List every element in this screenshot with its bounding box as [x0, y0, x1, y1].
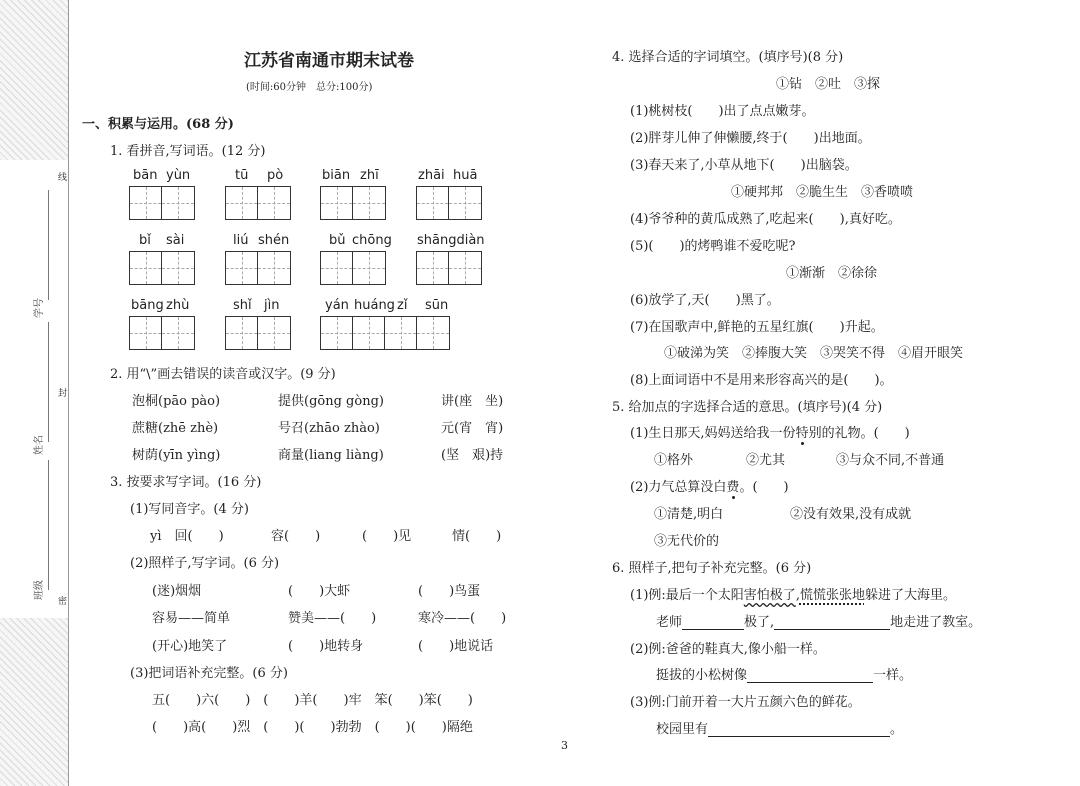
q2-item[interactable]: 元(宵 宵): [441, 421, 504, 436]
q3-fill[interactable]: 寒冷——( ): [418, 611, 507, 626]
q3-fill[interactable]: ( )鸟蛋: [418, 584, 481, 599]
q6-example-1: [630, 584, 956, 603]
q3-fill[interactable]: (迷)烟烟: [152, 584, 202, 599]
q3-fill[interactable]: 容易——简单: [152, 611, 231, 626]
writing-grid[interactable]: [416, 186, 482, 220]
q2-item[interactable]: 讲(座 坐): [441, 394, 504, 409]
q2-item[interactable]: (坚 艰)持: [441, 448, 504, 463]
q4-options: ①钻 ②吐 ③探: [776, 77, 881, 92]
q5-line-1[interactable]: [630, 422, 910, 441]
writing-grid[interactable]: [416, 251, 482, 285]
pinyin: chōng: [352, 233, 392, 248]
margin-banji: 班级: [34, 580, 45, 600]
q5-text: (2)力气总算没白: [630, 480, 727, 495]
q6-text: 。: [890, 722, 904, 737]
q2-item[interactable]: 蔗糖(zhē zhè): [132, 421, 219, 436]
page-number: 3: [561, 739, 568, 752]
pinyin: shén: [258, 233, 290, 248]
margin-xuehao: 学号: [34, 298, 45, 318]
q3-fill[interactable]: 赞美——( ): [288, 611, 377, 626]
pinyin: huā: [453, 168, 478, 183]
writing-grid[interactable]: [225, 251, 291, 285]
pinyin: zhī: [360, 168, 379, 183]
pinyin: liú: [233, 233, 249, 248]
q6-text: 一样。: [873, 668, 913, 683]
q4-options: ①破涕为笑 ②捧腹大笑 ③哭笑不得 ④眉开眼笑: [664, 346, 964, 361]
q4-line[interactable]: (8)上面词语中不是用来形容高兴的是( )。: [630, 373, 893, 388]
q2-item[interactable]: 提供(gōng gòng): [278, 394, 384, 409]
writing-grid[interactable]: [129, 316, 195, 350]
pinyin: bān: [133, 168, 158, 183]
q2-item[interactable]: 树荫(yīn yìng): [132, 448, 221, 463]
q2-item[interactable]: 商量(liang liàng): [278, 448, 384, 463]
q4-line[interactable]: (5)( )的烤鸭谁不爱吃呢?: [630, 239, 796, 254]
q3-fill[interactable]: ( )见: [362, 529, 412, 544]
pinyin: bǔ: [329, 233, 346, 248]
q2-item[interactable]: 号召(zhāo zhào): [278, 421, 380, 436]
binding-margin: [0, 0, 69, 786]
q5-text: 。( ): [739, 480, 789, 495]
margin-xingming: 姓名: [34, 435, 45, 455]
dotted-char: 特: [795, 426, 809, 441]
dotted-char: 费: [726, 480, 740, 495]
q6-example-2: (2)例:爸爸的鞋真大,像小船一样。: [630, 642, 826, 657]
q4-line[interactable]: (7)在国歌声中,鲜艳的五星红旗( )升起。: [630, 320, 884, 335]
q2-item[interactable]: 泡桐(pāo pào): [132, 394, 221, 409]
q6-text: (1)例:最后一个太阳: [630, 588, 744, 603]
q3-label: 3. 按要求写字词。(16 分): [110, 475, 262, 490]
writing-grid[interactable]: [320, 251, 386, 285]
pinyin: shāngdiàn: [417, 233, 485, 248]
q5-label: 5. 给加点的字选择合适的意思。(填序号)(4 分): [612, 400, 883, 415]
q2-label: 2. 用“\”画去错误的读音或汉字。(9 分): [110, 367, 336, 382]
pinyin: bāng: [131, 298, 164, 313]
q5-option: ②没有效果,没有成就: [790, 507, 912, 522]
q5-option: ②尤其: [746, 453, 786, 468]
q6-text: 老师: [656, 615, 683, 630]
q3-fill[interactable]: ( )大虾: [288, 584, 351, 599]
q3-fill[interactable]: yì 回( ): [150, 529, 224, 544]
q3-part3-label: (3)把词语补充完整。(6 分): [130, 666, 288, 681]
dotted-text: 慌慌张张地: [799, 588, 865, 603]
q6-label: 6. 照样子,把句子补充完整。(6 分): [612, 561, 812, 576]
pinyin: tū: [235, 168, 249, 183]
pinyin: jìn: [264, 298, 280, 313]
pinyin: yán: [325, 298, 349, 313]
q4-options: ①硬邦邦 ②脆生生 ③香喷喷: [731, 185, 914, 200]
writing-grid[interactable]: [320, 186, 386, 220]
pinyin: zhù: [166, 298, 190, 313]
q5-option: ③无代价的: [654, 534, 720, 549]
pinyin: pò: [267, 168, 284, 183]
q5-option: ①清楚,明白: [654, 507, 724, 522]
q6-fill-2: [656, 664, 912, 683]
q5-text: (1)生日那天,妈妈送给我一份: [630, 426, 796, 441]
q1-label: 1. 看拼音,写词语。(12 分): [110, 144, 266, 159]
writing-grid[interactable]: [225, 186, 291, 220]
q3-fill[interactable]: 情( ): [452, 529, 502, 544]
pinyin: zǐ: [397, 298, 408, 313]
wavy-text: 害怕极了: [743, 588, 796, 603]
pinyin: bǐ: [139, 233, 151, 248]
margin-line: [48, 190, 49, 300]
margin-mi: 密: [58, 597, 68, 607]
q3-part1-label: (1)写同音字。(4 分): [130, 502, 249, 517]
q4-line[interactable]: (4)爷爷种的黄瓜成熟了,吃起来( ),真好吃。: [630, 212, 901, 227]
q5-line-2[interactable]: [630, 476, 789, 495]
answer-blank[interactable]: [682, 615, 744, 630]
section1-heading: 一、积累与运用。(68 分): [82, 117, 234, 132]
pinyin: shǐ: [233, 298, 252, 313]
q3-fill[interactable]: (开心)地笑了: [152, 639, 228, 654]
hatch-bottom: [0, 618, 68, 786]
page-title: 江苏省南通市期末试卷: [244, 51, 414, 71]
writing-grid[interactable]: [320, 316, 450, 350]
q4-options: ①渐渐 ②徐徐: [786, 266, 878, 281]
answer-blank[interactable]: [774, 615, 890, 630]
pinyin: zhāi: [418, 168, 445, 183]
q4-line[interactable]: (1)桃树枝( )出了点点嫩芽。: [630, 104, 815, 119]
q4-line[interactable]: (2)胖芽儿伸了伸懒腰,终于( )出地面。: [630, 131, 871, 146]
pinyin: sài: [166, 233, 185, 248]
q3-fill[interactable]: ( )地说话: [418, 639, 494, 654]
q6-text: 极了,: [744, 615, 775, 630]
hatch-top: [0, 0, 68, 160]
margin-xian: 线: [58, 173, 68, 183]
q6-text: 地走进了教室。: [890, 615, 982, 630]
q3-part2-label: (2)照样子,写字词。(6 分): [130, 556, 280, 571]
q4-label: 4. 选择合适的字词填空。(填序号)(8 分): [612, 50, 844, 65]
q6-fill-1: [656, 611, 981, 630]
margin-line: [48, 460, 49, 590]
q6-text: 挺拔的小松树像: [656, 668, 748, 683]
q5-text: 别的礼物。( ): [808, 426, 910, 441]
q3-fill-row[interactable]: ( )高( )烈 ( )( )勃勃 ( )( )隔绝: [152, 720, 473, 735]
pinyin: sūn: [425, 298, 449, 313]
q3-fill[interactable]: 容( ): [271, 529, 321, 544]
answer-blank[interactable]: [708, 722, 890, 737]
writing-grid[interactable]: [225, 316, 291, 350]
margin-feng: 封: [58, 389, 68, 399]
pinyin: yùn: [166, 168, 191, 183]
pinyin: huáng: [354, 298, 395, 313]
margin-line: [48, 322, 49, 442]
writing-grid[interactable]: [129, 251, 195, 285]
q6-text: ,: [795, 588, 800, 603]
q3-fill[interactable]: ( )地转身: [288, 639, 364, 654]
page-subtitle: (时间:60分钟 总分:100分): [246, 82, 373, 93]
writing-grid[interactable]: [129, 186, 195, 220]
q6-text: 躲进了大海里。: [864, 588, 956, 603]
answer-blank[interactable]: [747, 668, 873, 683]
q5-option: ③与众不同,不普通: [836, 453, 945, 468]
q6-example-3: (3)例:门前开着一大片五颜六色的鲜花。: [630, 695, 861, 710]
q3-fill-row[interactable]: 五( )六( ) ( )羊( )牢 笨( )笨( ): [152, 693, 473, 708]
q6-text: 校园里有: [656, 722, 709, 737]
q6-fill-3: [656, 718, 903, 737]
q4-line[interactable]: (6)放学了,天( )黑了。: [630, 293, 780, 308]
q5-option: ①格外: [654, 453, 694, 468]
q4-line[interactable]: (3)春天来了,小草从地下( )出脑袋。: [630, 158, 858, 173]
pinyin: biān: [322, 168, 351, 183]
